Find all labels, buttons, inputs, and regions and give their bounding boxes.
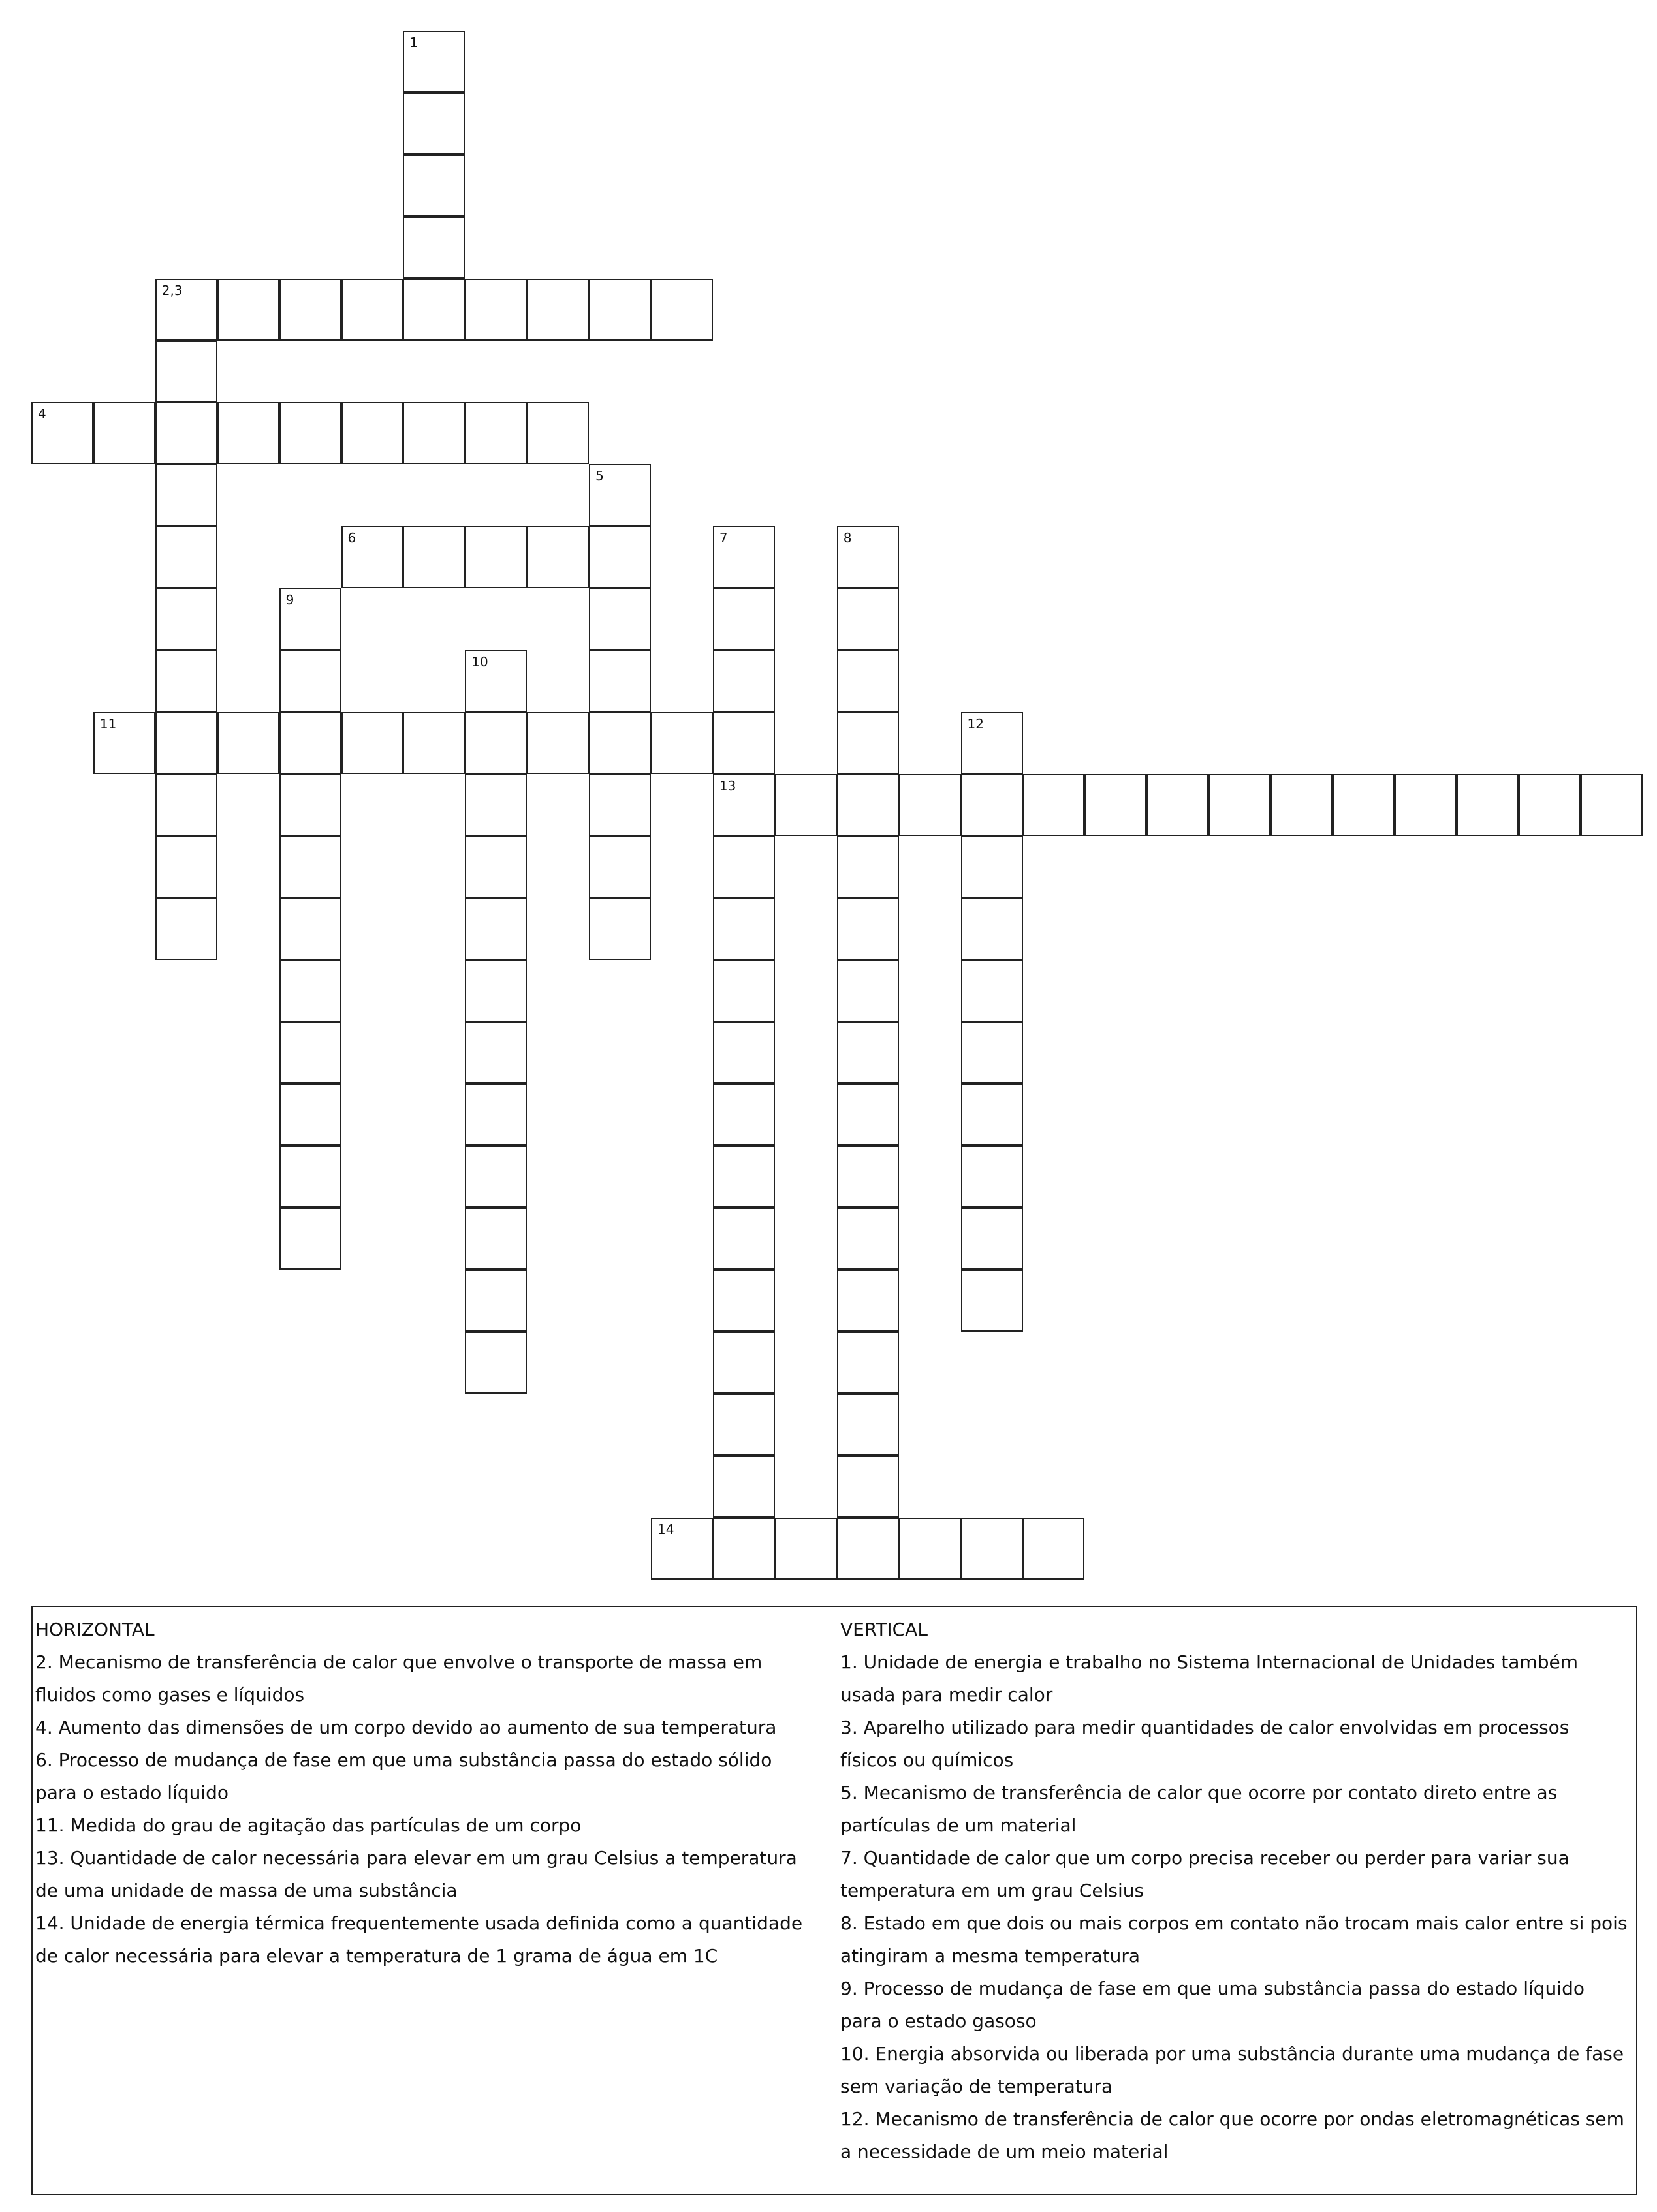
grid-cell[interactable] xyxy=(837,588,899,650)
horizontal-clues-title: HORIZONTAL xyxy=(35,1619,155,1640)
grid-cell[interactable] xyxy=(713,1332,775,1394)
grid-cell[interactable] xyxy=(589,279,651,341)
grid-cell[interactable] xyxy=(1395,774,1457,836)
cell-number: 1 xyxy=(409,35,418,50)
clue-vertical-7: 7. Quantidade de calor que um corpo precisa receber ou perder para variar sua temperatura em um grau Celsius xyxy=(840,1847,1570,1901)
grid-cell[interactable] xyxy=(155,464,217,526)
grid-cell[interactable] xyxy=(837,650,899,712)
grid-cell[interactable] xyxy=(713,774,775,836)
clue-vertical-12: 12. Mecanismo de transferência de calor que ocorre por ondas eletromagnéticas sem a necessidade de um meio material xyxy=(840,2108,1624,2162)
grid-cell[interactable] xyxy=(1457,774,1519,836)
grid-cell[interactable] xyxy=(775,1518,837,1580)
grid-cell[interactable] xyxy=(961,836,1023,898)
grid-cell[interactable] xyxy=(1084,774,1146,836)
grid-cell[interactable] xyxy=(961,712,1023,774)
grid-cell[interactable] xyxy=(837,1456,899,1518)
grid-cell[interactable] xyxy=(589,650,651,712)
grid-cell[interactable] xyxy=(155,774,217,836)
cell-number: 13 xyxy=(719,777,736,794)
cell-number: 4 xyxy=(38,406,46,422)
grid-cell[interactable] xyxy=(217,279,279,341)
cell-number: 8 xyxy=(843,530,852,546)
clue-vertical-3: 3. Aparelho utilizado para medir quantidades de calor envolvidas em processos físicos ou químicos xyxy=(840,1717,1570,1771)
grid-cell[interactable] xyxy=(279,898,341,960)
grid-cell[interactable] xyxy=(837,774,899,836)
grid-cell[interactable] xyxy=(527,279,589,341)
grid-cell[interactable] xyxy=(713,836,775,898)
grid-cell[interactable] xyxy=(961,960,1023,1022)
grid-cell[interactable] xyxy=(279,960,341,1022)
grid-cell[interactable] xyxy=(155,526,217,588)
grid-cell[interactable] xyxy=(31,402,93,464)
grid-cell[interactable] xyxy=(403,712,465,774)
grid-cell[interactable] xyxy=(93,402,155,464)
grid-cell[interactable] xyxy=(1333,774,1395,836)
horizontal-clues xyxy=(35,1613,806,1972)
grid-cell[interactable] xyxy=(1581,774,1643,836)
grid-cell[interactable] xyxy=(713,1518,775,1580)
grid-cell[interactable] xyxy=(465,279,527,341)
grid-cell[interactable] xyxy=(775,774,837,836)
grid-cell[interactable] xyxy=(341,279,403,341)
grid-cell[interactable] xyxy=(837,1145,899,1207)
grid-cell[interactable] xyxy=(403,93,465,155)
grid-cell[interactable] xyxy=(403,279,465,341)
grid-cell[interactable] xyxy=(279,279,341,341)
grid-cell[interactable] xyxy=(961,1083,1023,1145)
grid-cell[interactable] xyxy=(527,402,589,464)
grid-cell[interactable] xyxy=(465,1332,527,1394)
grid-cell[interactable] xyxy=(279,1021,341,1083)
grid-cell[interactable] xyxy=(465,1207,527,1270)
grid-cell[interactable] xyxy=(155,650,217,712)
grid-cell[interactable] xyxy=(589,712,651,774)
cell-number: 9 xyxy=(285,592,294,608)
grid-cell[interactable] xyxy=(837,1394,899,1456)
grid-cell[interactable] xyxy=(713,1021,775,1083)
cell-number: 6 xyxy=(347,530,356,546)
grid-cell[interactable] xyxy=(403,526,465,588)
cell-number: 2,3 xyxy=(161,282,183,298)
cell-number: 11 xyxy=(99,715,117,732)
grid-cell[interactable] xyxy=(279,402,341,464)
grid-cell[interactable] xyxy=(713,1394,775,1456)
grid-cell[interactable] xyxy=(465,960,527,1022)
grid-cell[interactable] xyxy=(155,279,217,341)
grid-cell[interactable] xyxy=(465,1270,527,1332)
grid-cell[interactable] xyxy=(217,712,279,774)
clue-horizontal-11: 11. Medida do grau de agitação das partículas de um corpo xyxy=(35,1815,582,1836)
grid-cell[interactable] xyxy=(465,898,527,960)
grid-cell[interactable] xyxy=(961,1021,1023,1083)
grid-cell[interactable] xyxy=(837,960,899,1022)
grid-cell[interactable] xyxy=(217,402,279,464)
grid-cell[interactable] xyxy=(155,836,217,898)
grid-cell[interactable] xyxy=(589,526,651,588)
grid-cell[interactable] xyxy=(651,1518,713,1580)
grid-cell[interactable] xyxy=(279,836,341,898)
clue-vertical-9: 9. Processo de mudança de fase em que uma substância passa do estado líquido para o estado gasoso xyxy=(840,1978,1585,2032)
grid-cell[interactable] xyxy=(341,402,403,464)
grid-cell[interactable] xyxy=(1146,774,1208,836)
grid-cell[interactable] xyxy=(403,402,465,464)
grid-cell[interactable] xyxy=(155,588,217,650)
grid-cell[interactable] xyxy=(713,588,775,650)
clues-panel xyxy=(31,1606,1637,2195)
grid-cell[interactable] xyxy=(651,279,713,341)
grid-cell[interactable] xyxy=(961,898,1023,960)
cell-number: 12 xyxy=(967,715,984,732)
grid-cell[interactable] xyxy=(589,464,651,526)
grid-cell[interactable] xyxy=(589,836,651,898)
grid-cell[interactable] xyxy=(837,1518,899,1580)
grid-cell[interactable] xyxy=(465,526,527,588)
grid-cell[interactable] xyxy=(837,836,899,898)
grid-cell[interactable] xyxy=(651,712,713,774)
grid-cell[interactable] xyxy=(465,402,527,464)
grid-cell[interactable] xyxy=(837,712,899,774)
grid-cell[interactable] xyxy=(465,836,527,898)
grid-cell[interactable] xyxy=(527,526,589,588)
grid-cell[interactable] xyxy=(837,1270,899,1332)
grid-cell[interactable] xyxy=(713,1207,775,1270)
clue-vertical-10: 10. Energia absorvida ou liberada por uma substância durante uma mudança de fase sem variação de temperatura xyxy=(840,2043,1624,2097)
grid-cell[interactable] xyxy=(465,650,527,712)
clue-horizontal-14: 14. Unidade de energia térmica frequentemente usada definida como a quantidade de calor necessária para elevar a temperatura de 1 grama de água em 1C xyxy=(35,1912,803,1967)
clue-horizontal-6: 6. Processo de mudança de fase em que uma substância passa do estado sólido para o estado líquido xyxy=(35,1749,772,1803)
grid-cell[interactable] xyxy=(465,774,527,836)
grid-cell[interactable] xyxy=(837,1207,899,1270)
clue-vertical-1: 1. Unidade de energia e trabalho no Sistema Internacional de Unidades também usada para medir calor xyxy=(840,1651,1578,1706)
grid-cell[interactable] xyxy=(713,1145,775,1207)
grid-cell[interactable] xyxy=(403,155,465,217)
grid-cell[interactable] xyxy=(713,898,775,960)
grid-cell[interactable] xyxy=(465,1145,527,1207)
grid-cell[interactable] xyxy=(713,1083,775,1145)
grid-cell[interactable] xyxy=(465,1021,527,1083)
grid-cell[interactable] xyxy=(1208,774,1270,836)
grid-cell[interactable] xyxy=(155,898,217,960)
grid-cell[interactable] xyxy=(93,712,155,774)
grid-cell[interactable] xyxy=(713,526,775,588)
grid-cell[interactable] xyxy=(341,712,403,774)
grid-cell[interactable] xyxy=(713,1270,775,1332)
grid-cell[interactable] xyxy=(837,526,899,588)
grid-cell[interactable] xyxy=(589,774,651,836)
grid-cell[interactable] xyxy=(961,774,1023,836)
grid-cell[interactable] xyxy=(1270,774,1333,836)
clue-horizontal-2: 2. Mecanismo de transferência de calor que envolve o transporte de massa em fluidos como gases e líquidos xyxy=(35,1651,763,1706)
grid-cell[interactable] xyxy=(403,217,465,279)
cell-number: 14 xyxy=(657,1521,674,1537)
vertical-clues-title: VERTICAL xyxy=(840,1619,928,1640)
grid-cell[interactable] xyxy=(713,1456,775,1518)
grid-cell[interactable] xyxy=(837,1332,899,1394)
grid-cell[interactable] xyxy=(279,774,341,836)
vertical-clues xyxy=(840,1613,1630,2168)
grid-cell[interactable] xyxy=(589,898,651,960)
grid-cell[interactable] xyxy=(713,650,775,712)
clue-vertical-5: 5. Mecanismo de transferência de calor que ocorre por contato direto entre as partículas de um material xyxy=(840,1782,1558,1836)
grid-cell[interactable] xyxy=(1519,774,1581,836)
grid-cell[interactable] xyxy=(837,898,899,960)
grid-cell[interactable] xyxy=(961,1207,1023,1270)
grid-cell[interactable] xyxy=(465,1083,527,1145)
clue-horizontal-4: 4. Aumento das dimensões de um corpo devido ao aumento de sua temperatura xyxy=(35,1717,777,1738)
grid-cell[interactable] xyxy=(961,1145,1023,1207)
grid-cell[interactable] xyxy=(837,1083,899,1145)
grid-cell[interactable] xyxy=(279,650,341,712)
cell-number: 7 xyxy=(719,530,728,546)
grid-cell[interactable] xyxy=(899,1518,961,1580)
grid-cell[interactable] xyxy=(279,1145,341,1207)
grid-cell[interactable] xyxy=(279,1083,341,1145)
grid-cell[interactable] xyxy=(713,960,775,1022)
grid-cell[interactable] xyxy=(899,774,961,836)
grid-cell[interactable] xyxy=(341,526,403,588)
grid-cell[interactable] xyxy=(279,588,341,650)
clue-vertical-8: 8. Estado em que dois ou mais corpos em contato não trocam mais calor entre si pois atingiram a mesma temperatura xyxy=(840,1912,1628,1967)
grid-cell[interactable] xyxy=(155,341,217,403)
cell-number: 5 xyxy=(595,468,604,484)
grid-cell[interactable] xyxy=(279,1207,341,1270)
grid-cell[interactable] xyxy=(155,712,217,774)
grid-cell[interactable] xyxy=(713,712,775,774)
grid-cell[interactable] xyxy=(155,402,217,464)
grid-cell[interactable] xyxy=(527,712,589,774)
grid-cell[interactable] xyxy=(589,588,651,650)
grid-cell[interactable] xyxy=(279,712,341,774)
grid-cell[interactable] xyxy=(1022,1518,1084,1580)
grid-cell[interactable] xyxy=(961,1518,1023,1580)
grid-cell[interactable] xyxy=(403,31,465,93)
clue-horizontal-13: 13. Quantidade de calor necessária para elevar em um grau Celsius a temperatura de uma unidade de massa de uma substância xyxy=(35,1847,797,1901)
grid-cell[interactable] xyxy=(837,1021,899,1083)
grid-cell[interactable] xyxy=(465,712,527,774)
grid-cell[interactable] xyxy=(1022,774,1084,836)
cell-number: 10 xyxy=(471,654,488,670)
grid-cell[interactable] xyxy=(961,1270,1023,1332)
